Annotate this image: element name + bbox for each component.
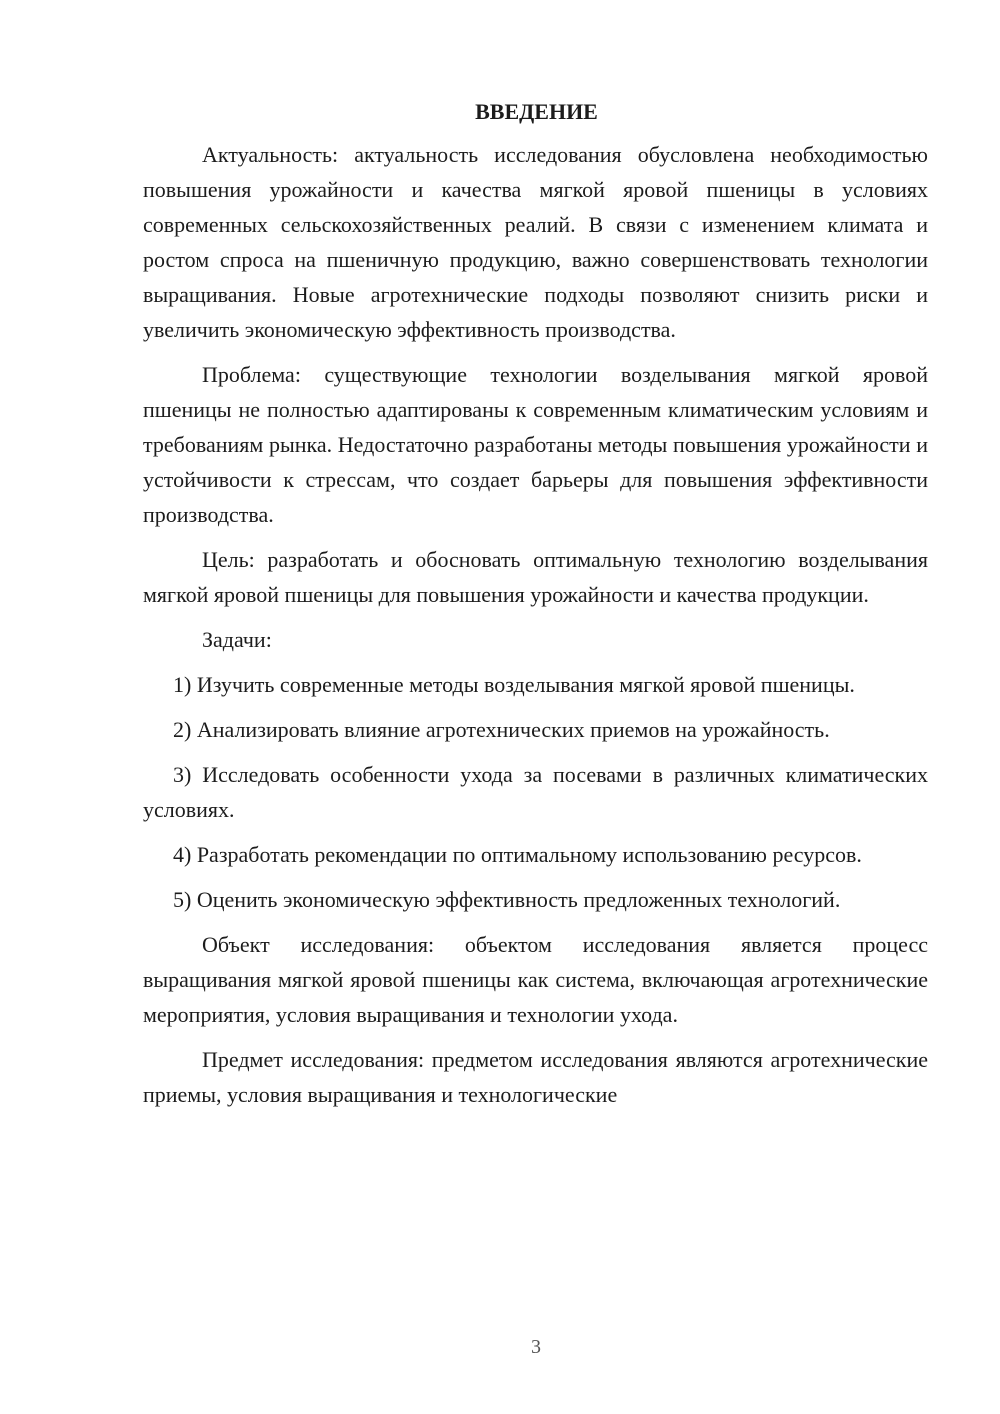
section-heading: ВВЕДЕНИЕ (475, 99, 598, 124)
paragraph-problem: Проблема: существующие технологии возделывания мягкой яровой пшеницы не полностью адаптированы к современным климатическим условиям и требованиям рынка. Недостаточно разработаны методы повышения урожайности и устойчивости к стрессам, что создает барьеры для повышения эффективности производства. (143, 362, 928, 527)
paragraph-relevance: Актуальность: актуальность исследования обусловлена необходимостью повышения урожайности и качества мягкой яровой пшеницы в условиях современных сельскохозяйственных реалий. В связи с изменением климата и ростом спроса на пшеничную продукцию, важно совершенствовать технологии выращивания. Новые агротехнические подходы позволяют снизить риски и увеличить экономическую эффективность производства. (143, 142, 928, 342)
task-item-5: 5) Оценить экономическую эффективность предложенных технологий. (173, 887, 841, 912)
paragraph-object: Объект исследования: объектом исследования является процесс выращивания мягкой яровой пшеницы как система, включающая агротехнические мероприятия, условия выращивания и технологии ухода. (143, 932, 928, 1027)
task-item-2: 2) Анализировать влияние агротехнических приемов на урожайность. (173, 717, 830, 742)
task-item-1: 1) Изучить современные методы возделывания мягкой яровой пшеницы. (173, 672, 855, 697)
page-number: 3 (531, 1336, 541, 1358)
paragraph-subject: Предмет исследования: предметом исследования являются агротехнические приемы, условия выращивания и технологические (143, 1047, 928, 1107)
task-item-4: 4) Разработать рекомендации по оптимальному использованию ресурсов. (173, 842, 862, 867)
page-content (143, 97, 928, 1122)
tasks-label: Задачи: (202, 627, 272, 652)
paragraph-goal: Цель: разработать и обосновать оптимальную технологию возделывания мягкой яровой пшеницы для повышения урожайности и качества продукции. (143, 547, 928, 607)
task-item-3: 3) Исследовать особенности ухода за посевами в различных климатических условиях. (143, 762, 928, 822)
